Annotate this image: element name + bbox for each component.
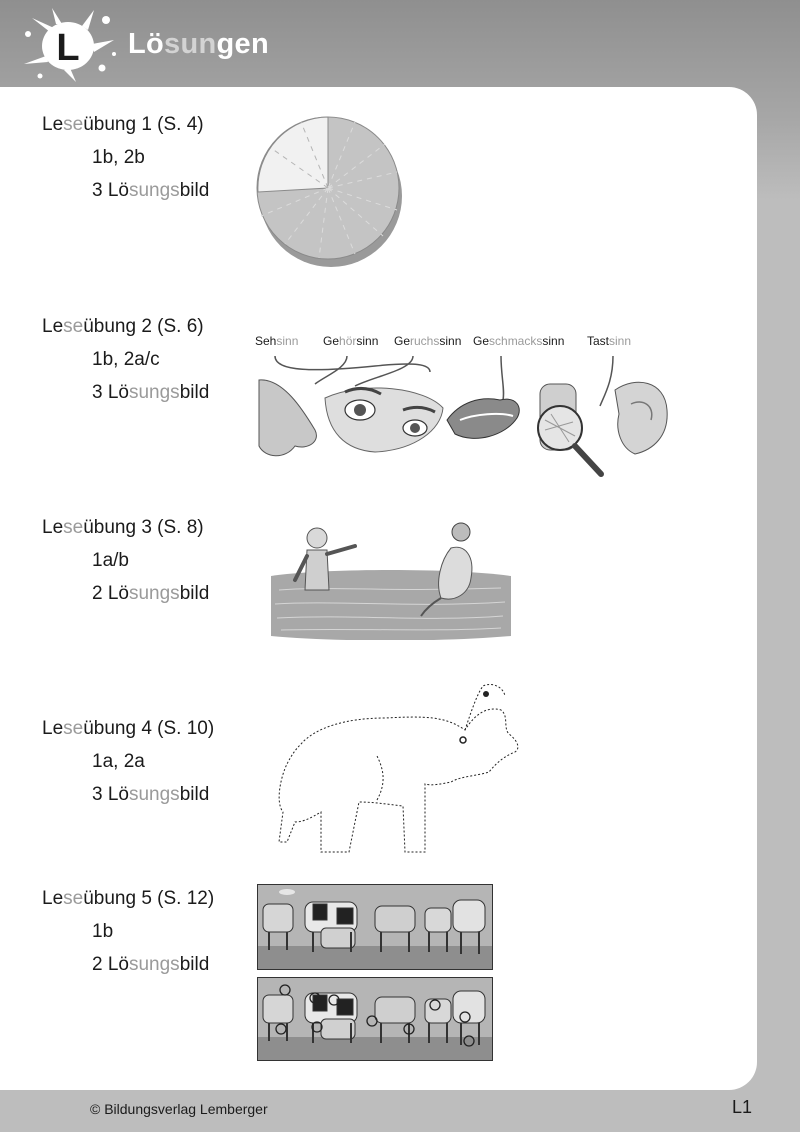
- dot-to-dot-elephant-image: [265, 672, 525, 872]
- answer-segment: 3 Lö: [92, 784, 129, 805]
- label-segment: ruchs: [410, 334, 440, 348]
- label-segment: Seh: [255, 334, 277, 348]
- title-segment: se: [63, 517, 84, 538]
- title-segment: se: [63, 316, 84, 337]
- answer-segment: 3 Lö: [92, 382, 129, 403]
- answer-segment: sungs: [128, 954, 180, 975]
- exercise-section-2: [42, 310, 209, 409]
- water-scene-image: [265, 518, 515, 640]
- title-segment: Le: [42, 316, 64, 337]
- title-segment: Le: [42, 517, 64, 538]
- sense-label: [587, 334, 631, 348]
- answer-line: [42, 174, 209, 207]
- badge-letter: L: [56, 27, 80, 69]
- answer-line: 1b: [92, 921, 114, 942]
- exercise-section-4: [42, 712, 214, 811]
- title-segment: se: [63, 888, 84, 909]
- answer-line: 1b, 2a/c: [92, 349, 160, 370]
- answer-segment: bild: [179, 954, 210, 975]
- label-segment: Ge: [394, 334, 411, 348]
- answer-line: 1a/b: [92, 550, 129, 571]
- pie-solution-image: [255, 112, 415, 274]
- label-segment: Tast: [587, 334, 610, 348]
- title-segment: übung: [83, 517, 137, 538]
- answer-segment: sungs: [128, 180, 180, 201]
- answer-segment: bild: [179, 784, 210, 805]
- page-title: [128, 28, 269, 61]
- label-segment: sinn: [356, 334, 379, 348]
- title-segment: übung: [83, 114, 137, 135]
- answer-segment: bild: [179, 382, 210, 403]
- answer-line: [42, 577, 209, 610]
- exercise-title: [42, 882, 214, 915]
- sense-label: [394, 334, 461, 348]
- cows-original-image: [257, 884, 493, 970]
- answer-line: [42, 376, 209, 409]
- exercise-title: [42, 511, 209, 544]
- answer-segment: sungs: [128, 784, 180, 805]
- exercise-title: [42, 108, 209, 141]
- title-part: sun: [164, 28, 217, 60]
- exercise-title: [42, 712, 214, 745]
- title-part: gen: [216, 28, 269, 60]
- title-segment: Le: [42, 114, 64, 135]
- sense-label: [473, 334, 564, 348]
- answer-segment: sungs: [128, 583, 180, 604]
- page-number: L1: [732, 1097, 753, 1117]
- label-segment: Ge: [473, 334, 490, 348]
- cows-differences-image: [257, 977, 493, 1061]
- answer-segment: sungs: [128, 382, 180, 403]
- answer-line: [42, 948, 214, 981]
- sense-label: [255, 334, 298, 348]
- title-segment: übung: [83, 888, 137, 909]
- answer-segment: 2 Lö: [92, 954, 129, 975]
- answer-line: 1a, 2a: [92, 751, 145, 772]
- splash-badge-icon: [10, 4, 120, 84]
- title-part: Lö: [128, 28, 165, 60]
- title-segment: 5 (S. 12): [136, 888, 215, 909]
- title-segment: Le: [42, 718, 64, 739]
- label-segment: Ge: [323, 334, 340, 348]
- exercise-section-5: [42, 882, 214, 981]
- label-segment: hör: [339, 334, 357, 348]
- answer-line: [42, 778, 214, 811]
- label-segment: sinn: [276, 334, 299, 348]
- title-segment: übung: [83, 718, 137, 739]
- title-segment: 2 (S. 6): [136, 316, 204, 337]
- sense-label: [323, 334, 378, 348]
- label-segment: sinn: [542, 334, 565, 348]
- title-segment: 1 (S. 4): [136, 114, 204, 135]
- title-segment: se: [63, 114, 84, 135]
- exercise-title: [42, 310, 209, 343]
- title-segment: Le: [42, 888, 64, 909]
- label-segment: schmacks: [489, 334, 543, 348]
- answer-segment: bild: [179, 180, 210, 201]
- exercise-section-3: [42, 511, 209, 610]
- label-segment: sinn: [609, 334, 632, 348]
- answer-line: 1b, 2b: [92, 147, 145, 168]
- answer-segment: bild: [179, 583, 210, 604]
- title-segment: 3 (S. 8): [136, 517, 204, 538]
- senses-matching-image: [255, 350, 675, 485]
- title-segment: übung: [83, 316, 137, 337]
- copyright-text: © Bildungsverlag Lemberger: [90, 1101, 268, 1117]
- exercise-section-1: [42, 108, 209, 207]
- title-segment: 4 (S. 10): [136, 718, 215, 739]
- label-segment: sinn: [439, 334, 462, 348]
- answer-segment: 2 Lö: [92, 583, 129, 604]
- title-segment: se: [63, 718, 84, 739]
- answer-segment: 3 Lö: [92, 180, 129, 201]
